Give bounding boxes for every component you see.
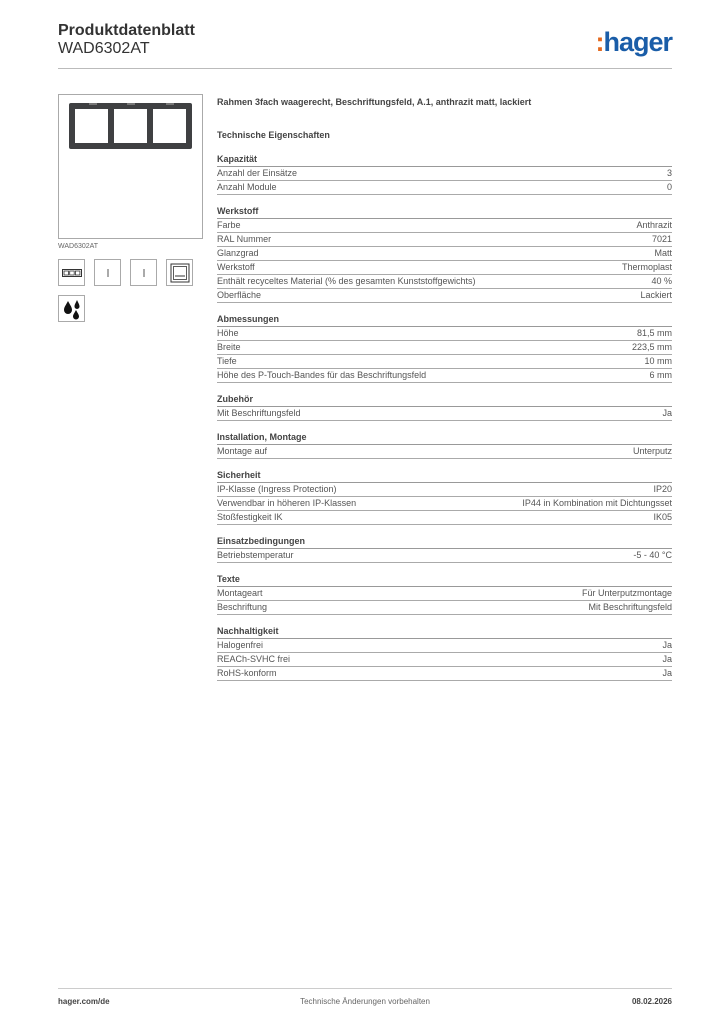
property-value: Lackiert	[640, 290, 672, 300]
footer-website[interactable]: hager.com/de	[58, 997, 110, 1006]
document-header	[58, 22, 195, 58]
property-value: Thermoplast	[621, 262, 672, 272]
property-value: 81,5 mm	[636, 328, 672, 338]
property-label: Enthält recyceltes Material (% des gesamten Kunststoffgewichts)	[217, 276, 476, 286]
section-title: Sicherheit	[217, 469, 672, 483]
property-label: Stoßfestigkeit IK	[217, 512, 283, 522]
property-label: RoHS-konform	[217, 668, 277, 678]
property-value: 7021	[651, 234, 672, 244]
property-value: IK05	[653, 512, 672, 522]
property-label: IP-Klasse (Ingress Protection)	[217, 484, 337, 494]
water-drops-icon	[58, 295, 85, 322]
property-row	[217, 445, 672, 459]
property-section	[217, 625, 672, 681]
property-label: Betriebstemperatur	[217, 550, 294, 560]
property-label: Höhe des P-Touch-Bandes für das Beschriftungsfeld	[217, 370, 427, 380]
property-section	[217, 313, 672, 383]
property-section	[217, 393, 672, 421]
property-section	[217, 153, 672, 195]
property-row	[217, 261, 672, 275]
frame-illustration	[69, 103, 192, 149]
property-value: 6 mm	[649, 370, 672, 380]
property-value: 10 mm	[644, 356, 672, 366]
triple-frame-icon	[58, 259, 85, 286]
property-value: 223,5 mm	[631, 342, 672, 352]
property-value: -5 - 40 °C	[633, 550, 672, 560]
section-title: Zubehör	[217, 393, 672, 407]
property-value: Ja	[662, 668, 672, 678]
section-title: Abmessungen	[217, 313, 672, 327]
property-row	[217, 233, 672, 247]
section-title: Nachhaltigkeit	[217, 625, 672, 639]
property-row	[217, 407, 672, 421]
property-label: Höhe	[217, 328, 239, 338]
property-row	[217, 275, 672, 289]
property-label: REACh-SVHC frei	[217, 654, 291, 664]
logo-text: hager	[603, 27, 672, 57]
product-description: Rahmen 3fach waagerecht, Beschriftungsfeld, A.1, anthrazit matt, lackiert	[217, 97, 532, 107]
property-row	[217, 247, 672, 261]
property-row	[217, 327, 672, 341]
property-label: Farbe	[217, 220, 241, 230]
property-section	[217, 535, 672, 563]
property-value: Anthrazit	[636, 220, 672, 230]
footer-disclaimer: Technische Änderungen vorbehalten	[300, 997, 430, 1006]
header-divider	[58, 68, 672, 69]
section-title: Einsatzbedingungen	[217, 535, 672, 549]
property-value: Ja	[662, 654, 672, 664]
page-title: Produktdatenblatt	[58, 22, 195, 39]
property-row	[217, 511, 672, 525]
property-label: Breite	[217, 342, 241, 352]
property-label: Tiefe	[217, 356, 237, 366]
property-row	[217, 369, 672, 383]
section-title: Installation, Montage	[217, 431, 672, 445]
property-row	[217, 341, 672, 355]
property-value: Matt	[654, 248, 672, 258]
property-value: Unterputz	[632, 446, 672, 456]
properties-sections	[217, 153, 672, 681]
feature-icons	[58, 259, 203, 286]
property-label: Anzahl Module	[217, 182, 277, 192]
technical-properties-title: Technische Eigenschaften	[217, 130, 330, 140]
property-label: Anzahl der Einsätze	[217, 168, 298, 178]
property-label: Mit Beschriftungsfeld	[217, 408, 301, 418]
property-value: Für Unterputzmontage	[581, 588, 672, 598]
single-insert-icon	[130, 259, 157, 286]
property-value: Ja	[662, 640, 672, 650]
property-label: Oberfläche	[217, 290, 262, 300]
property-label: Halogenfrei	[217, 640, 264, 650]
property-row	[217, 497, 672, 511]
footer-date: 08.02.2026	[631, 997, 672, 1006]
property-value: IP20	[653, 484, 672, 494]
property-section	[217, 431, 672, 459]
section-title: Werkstoff	[217, 205, 672, 219]
property-label: Verwendbar in höheren IP-Klassen	[217, 498, 357, 508]
property-row	[217, 667, 672, 681]
section-title: Kapazität	[217, 153, 672, 167]
section-title: Texte	[217, 573, 672, 587]
property-value: IP44 in Kombination mit Dichtungsset	[522, 498, 672, 508]
property-value: 3	[666, 168, 672, 178]
property-label: Werkstoff	[217, 262, 255, 272]
property-row	[217, 355, 672, 369]
property-row	[217, 653, 672, 667]
property-label: Beschriftung	[217, 602, 268, 612]
property-label: RAL Nummer	[217, 234, 272, 244]
logo-dots: :	[595, 27, 604, 57]
property-row	[217, 167, 672, 181]
property-section	[217, 205, 672, 303]
property-row	[217, 181, 672, 195]
property-label: Glanzgrad	[217, 248, 259, 258]
single-insert-icon	[94, 259, 121, 286]
property-label: Montage auf	[217, 446, 268, 456]
property-section	[217, 469, 672, 525]
property-row	[217, 219, 672, 233]
property-value: 0	[666, 182, 672, 192]
image-caption: WAD6302AT	[58, 243, 99, 250]
property-section	[217, 573, 672, 615]
product-code: WAD6302AT	[58, 40, 150, 57]
right-column	[217, 97, 672, 691]
property-value: Ja	[662, 408, 672, 418]
property-row	[217, 601, 672, 615]
property-row	[217, 289, 672, 303]
property-row	[217, 639, 672, 653]
left-column	[58, 94, 203, 322]
label-field-icon	[166, 259, 193, 286]
property-row	[217, 483, 672, 497]
property-value: 40 %	[651, 276, 672, 286]
property-row	[217, 587, 672, 601]
property-row	[217, 549, 672, 563]
footer-divider	[58, 988, 672, 989]
property-label: Montageart	[217, 588, 263, 598]
hager-logo	[595, 28, 672, 56]
product-image	[58, 94, 203, 239]
property-value: Mit Beschriftungsfeld	[588, 602, 672, 612]
